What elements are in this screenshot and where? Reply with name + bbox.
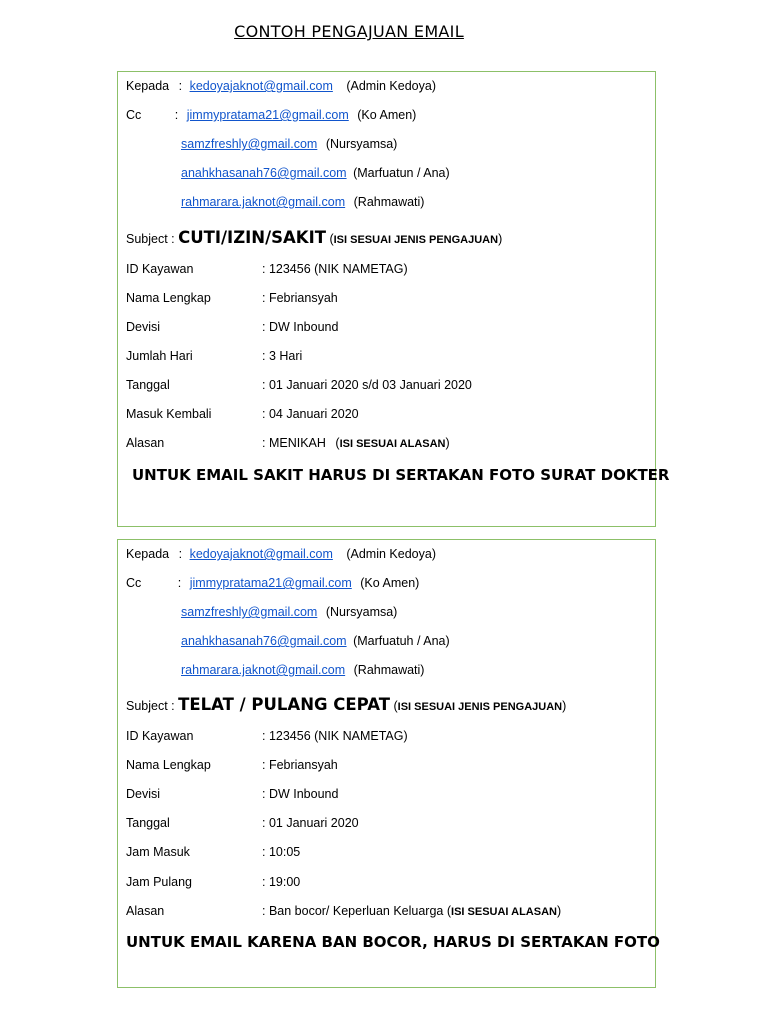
field-label: Masuk Kembali [126,407,212,421]
footer-note: UNTUK EMAIL SAKIT HARUS DI SERTAKAN FOTO SURAT DOKTER [132,466,670,484]
field-value: : Febriansyah [262,758,338,772]
field-row [126,259,651,279]
field-label: Jam Pulang [126,875,193,889]
alasan-value-group [262,433,450,454]
cc-email-link[interactable]: jimmypratama21@gmail.com [189,576,352,590]
kepada-sep: : [178,79,183,93]
subject-paren-close: ) [498,232,503,246]
alasan-paren-open: ( [335,436,340,450]
field-row [126,784,651,804]
field-label: Devisi [126,320,161,334]
alasan-paren-open: ( [446,904,452,918]
field-row [126,375,651,395]
cc-email-link[interactable]: samzfreshly@gmail.com [181,605,318,619]
field-value: : 3 Hari [262,349,303,363]
alasan-value: : MENIKAH [262,436,326,450]
alasan-note: ISI SESUAI ALASAN [451,906,557,918]
email-template-telat [117,539,660,988]
alasan-row [126,901,651,921]
field-row [126,404,651,424]
field-value: : 19:00 [262,875,301,889]
subject-value: TELAT / PULANG CEPAT [178,695,390,714]
field-row [126,317,651,337]
field-label: Jam Masuk [126,845,190,859]
cc-email-link[interactable]: jimmypratama21@gmail.com [186,108,349,122]
cc-row [126,192,651,212]
field-label: ID Kayawan [126,729,194,743]
kepada-label: Kepada [126,79,170,93]
cc-row [126,631,651,651]
field-value: : 01 Januari 2020 s/d 03 Januari 2020 [262,378,472,392]
field-value: : 01 Januari 2020 [262,816,359,830]
cc-label: Cc [126,108,142,122]
subject-paren-close: ) [562,699,567,713]
email-template-cuti [117,71,670,527]
field-row [126,813,651,833]
cc-sep: : [177,576,182,590]
cc-name: (Marfuatun / Ana) [353,166,450,180]
cc-name: (Rahmawati) [353,195,425,209]
kepada-name: (Admin Kedoya) [346,79,436,93]
field-value: : 123456 (NIK NAMETAG) [262,262,408,276]
alasan-row [126,433,651,453]
field-label: Tanggal [126,816,170,830]
alasan-note: ISI SESUAI ALASAN [339,438,446,450]
field-row [126,726,651,746]
subject-paren-open: ( [329,232,334,246]
subject-note: ISI SESUAI JENIS PENGAJUAN [333,234,499,246]
alasan-label: Alasan [126,904,165,918]
cc-email-link[interactable]: anahkhasanah76@gmail.com [181,634,347,648]
cc-name: (Nursyamsa) [325,137,398,151]
alasan-value-group [262,901,561,922]
cc-email-link[interactable]: samzfreshly@gmail.com [181,137,318,151]
field-value: : DW Inbound [262,320,339,334]
kepada-email-link[interactable]: kedoyajaknot@gmail.com [189,547,333,561]
field-label: Jumlah Hari [126,349,193,363]
field-value: : 04 Januari 2020 [262,407,359,421]
kepada-label: Kepada [126,547,170,561]
field-label: ID Kayawan [126,262,194,276]
cc-name: (Marfuatuh / Ana) [353,634,450,648]
field-label: Nama Lengkap [126,758,211,772]
subject-row [126,693,651,717]
kepada-email-link[interactable]: kedoyajaknot@gmail.com [189,79,333,93]
field-value: : 123456 (NIK NAMETAG) [262,729,408,743]
kepada-sep: : [178,547,183,561]
subject-label: Subject : [126,699,175,713]
cc-label: Cc [126,576,142,590]
subject-note: ISI SESUAI JENIS PENGAJUAN [397,701,563,713]
cc-row [126,573,651,593]
field-value: : DW Inbound [262,787,339,801]
field-row [126,288,651,308]
field-label: Nama Lengkap [126,291,211,305]
subject-paren-open: ( [393,699,398,713]
cc-row [126,134,651,154]
cc-row [126,163,651,183]
cc-row [126,602,651,622]
cc-email-link[interactable]: rahmarara.jaknot@gmail.com [181,195,346,209]
cc-name: (Ko Amen) [360,576,420,590]
field-value: : Febriansyah [262,291,338,305]
field-row [126,842,651,862]
field-row [126,872,651,892]
field-label: Devisi [126,787,161,801]
cc-name: (Ko Amen) [357,108,417,122]
cc-row [126,660,651,680]
kepada-name: (Admin Kedoya) [346,547,436,561]
cc-email-link[interactable]: rahmarara.jaknot@gmail.com [181,663,346,677]
field-label: Tanggal [126,378,170,392]
kepada-row [126,76,651,96]
alasan-paren-close: ) [445,436,450,450]
subject-row [126,226,651,250]
kepada-row [126,544,651,564]
alasan-paren-close: ) [556,904,562,918]
field-row [126,346,651,366]
field-value: : 10:05 [262,845,301,859]
cc-email-link[interactable]: anahkhasanah76@gmail.com [181,166,347,180]
cc-sep: : [174,108,179,122]
field-row [126,755,651,775]
cc-name: (Rahmawati) [353,663,425,677]
cc-name: (Nursyamsa) [325,605,398,619]
footer-note: UNTUK EMAIL KARENA BAN BOCOR, HARUS DI SERTAKAN FOTO [126,933,660,951]
alasan-label: Alasan [126,436,165,450]
subject-label: Subject : [126,232,175,246]
page-title: CONTOH PENGAJUAN EMAIL [234,22,464,41]
cc-row [126,105,651,125]
subject-value: CUTI/IZIN/SAKIT [178,228,326,247]
alasan-value: : Ban bocor/ Keperluan Keluarga [262,904,444,918]
